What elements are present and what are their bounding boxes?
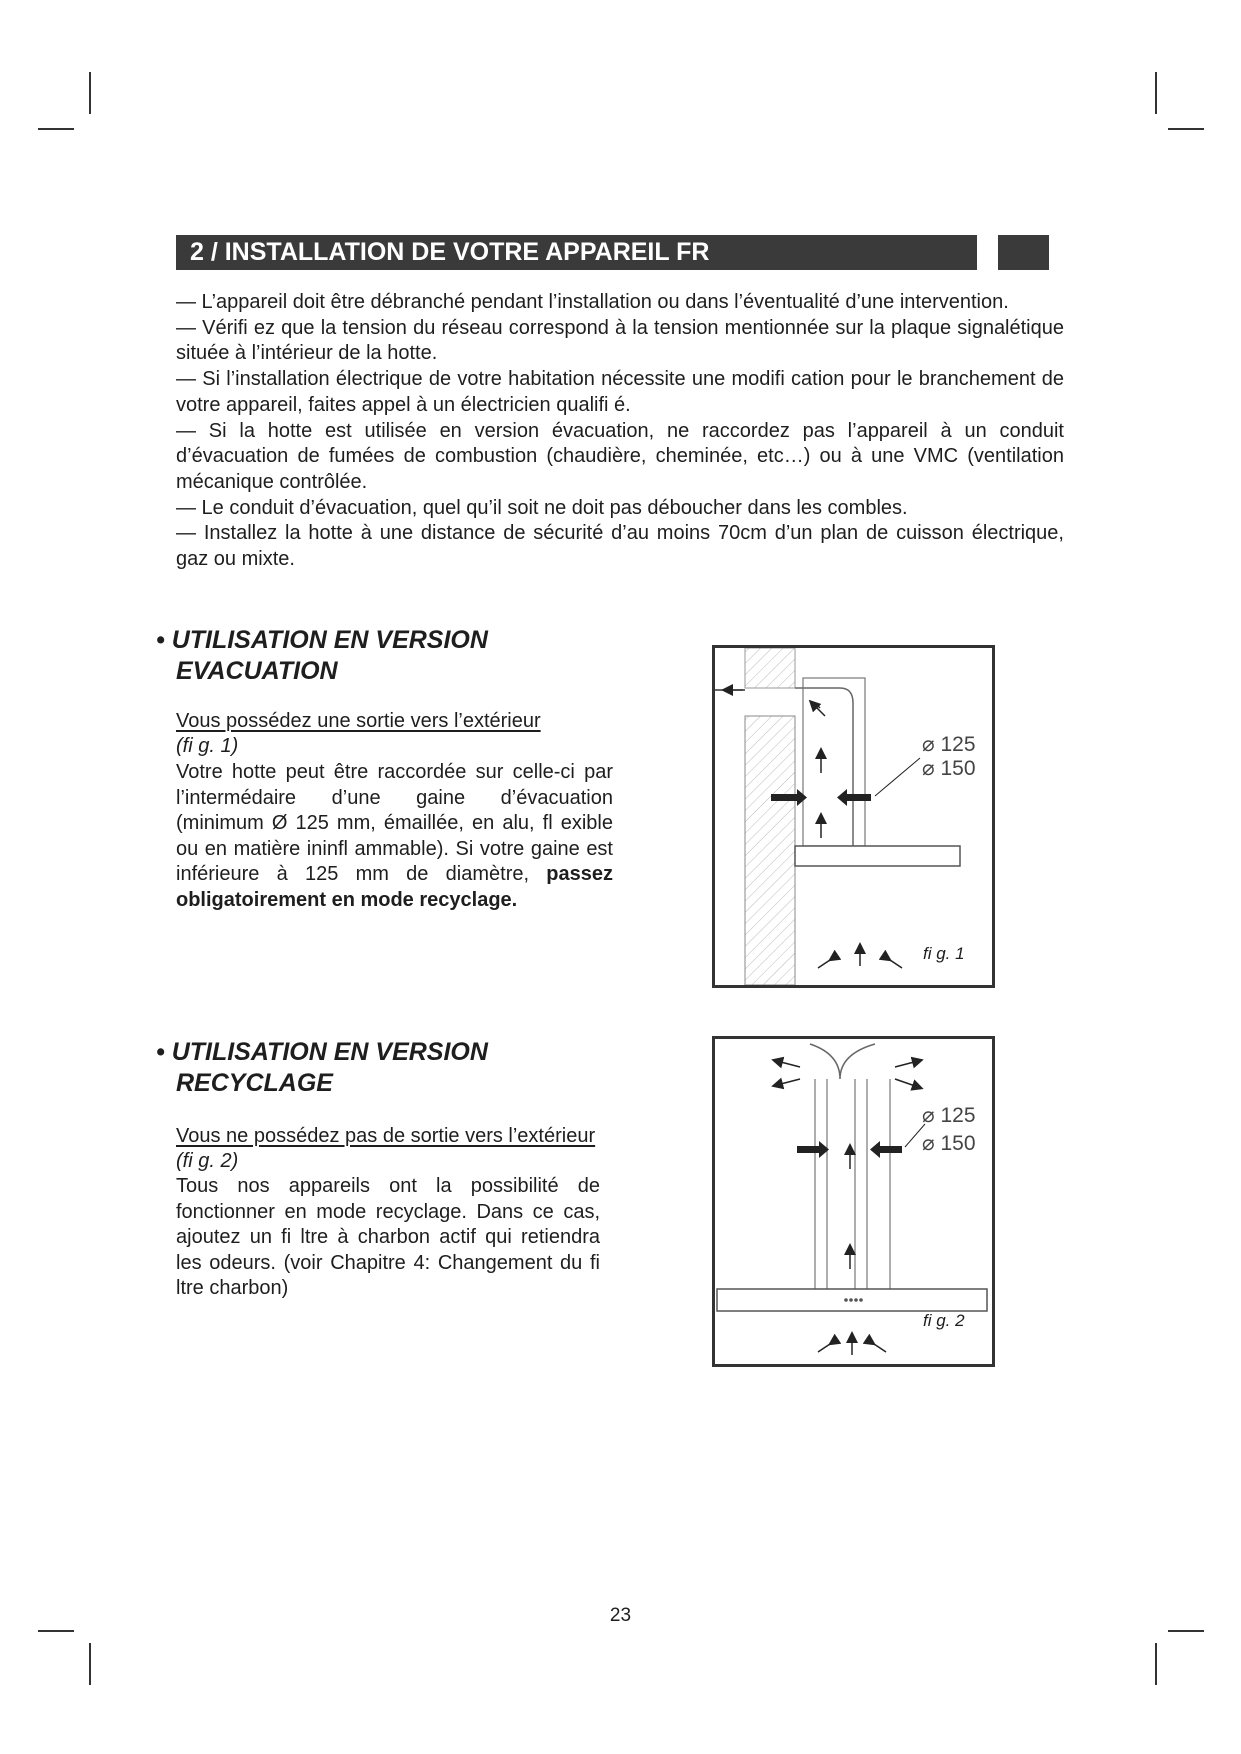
section2-title bbox=[156, 1037, 488, 1099]
fig2-diameter-150: ⌀ 150 bbox=[922, 1132, 976, 1155]
intro-item: — L’appareil doit être débranché pendant l’installation ou dans l’éventualité d’une intervention. bbox=[176, 291, 1009, 313]
section2-fig-ref: (fi g. 2) bbox=[176, 1150, 239, 1172]
crop-mark bbox=[89, 1643, 91, 1685]
section1-title-line2: EVACUATION bbox=[176, 657, 338, 685]
section1-body-bold: passez obligatoirement en mode recyclage. bbox=[176, 863, 613, 911]
crop-mark bbox=[38, 128, 74, 130]
crop-mark bbox=[1155, 72, 1157, 114]
page-number: 23 bbox=[609, 1605, 632, 1626]
section1-body bbox=[176, 760, 613, 914]
section1-title-line1: • UTILISATION EN VERSION bbox=[156, 626, 488, 654]
section2-title-line2: RECYCLAGE bbox=[176, 1069, 333, 1097]
section1-body-text: Votre hotte peut être raccordée sur celle-ci par l’intermédaire d’une gaine d’évacuation (minimum Ø 125 mm, émaillée, en alu, fl exible ou en matière ininfl ammable). Si votre gaine est inférieure à 125 mm de diamètre, bbox=[176, 761, 613, 886]
section2-body-text: Tous nos appareils ont la possibilité de fonctionner en mode recyclage. Dans ce cas, ajoutez un fi ltre à charbon actif qui retiendra les odeurs. (voir Chapitre 4: Changement du fi ltre charbon) bbox=[176, 1175, 600, 1300]
crop-mark bbox=[89, 72, 91, 114]
fig2-diameter-125: ⌀ 125 bbox=[922, 1104, 976, 1127]
section2-subtitle bbox=[176, 1124, 595, 1150]
intro-item: — Si l’installation électrique de votre habitation nécessite une modifi cation pour le branchement de votre appareil, faites appel à un électricien qualifi é. bbox=[176, 368, 1064, 416]
intro-item: — Vérifi ez que la tension du réseau correspond à la tension mentionnée sur la plaque signalétique située à l’intérieur de la hotte. bbox=[176, 316, 1064, 365]
section1-title bbox=[156, 625, 488, 687]
crop-mark bbox=[38, 1630, 74, 1632]
fig1-caption: fi g. 1 bbox=[923, 944, 965, 963]
crop-mark bbox=[1155, 1643, 1157, 1685]
intro-item: — Le conduit d’évacuation, quel qu’il soit ne doit pas déboucher dans les combles. bbox=[176, 496, 908, 519]
figure-1-drawing bbox=[715, 648, 992, 985]
header-marker bbox=[998, 235, 1049, 270]
section2-title-line1: • UTILISATION EN VERSION bbox=[156, 1038, 488, 1066]
intro-item: — Installez la hotte à une distance de sécurité d’au moins 70cm d’un plan de cuisson électrique, gaz ou mixte. bbox=[176, 522, 1064, 571]
fig1-diameter-125: ⌀ 125 bbox=[922, 733, 976, 756]
crop-mark bbox=[1168, 1630, 1204, 1632]
figure-1 bbox=[712, 645, 995, 988]
figure-2 bbox=[712, 1036, 995, 1367]
section2-body bbox=[176, 1174, 600, 1302]
fig1-diameter-150: ⌀ 150 bbox=[922, 757, 976, 780]
section1-subtitle bbox=[176, 709, 541, 735]
section1-fig-ref: (fi g. 1) bbox=[176, 735, 239, 757]
section1-subtitle-text: Vous possédez une sortie vers l’extérieur bbox=[176, 710, 541, 732]
crop-mark bbox=[1168, 128, 1204, 130]
section2-subtitle-text: Vous ne possédez pas de sortie vers l’extérieur bbox=[176, 1125, 596, 1147]
intro-text bbox=[176, 290, 1064, 573]
section-header: 2 / INSTALLATION DE VOTRE APPAREIL FR bbox=[176, 235, 977, 270]
intro-item: — Si la hotte est utilisée en version évacuation, ne raccordez pas l’appareil à un conduit d’évacuation de fumées de combustion (chaudière, cheminée, etc…) ou à une VMC (ventilation mécanique contrôlée. bbox=[176, 419, 1064, 493]
fig2-caption: fi g. 2 bbox=[923, 1311, 965, 1330]
